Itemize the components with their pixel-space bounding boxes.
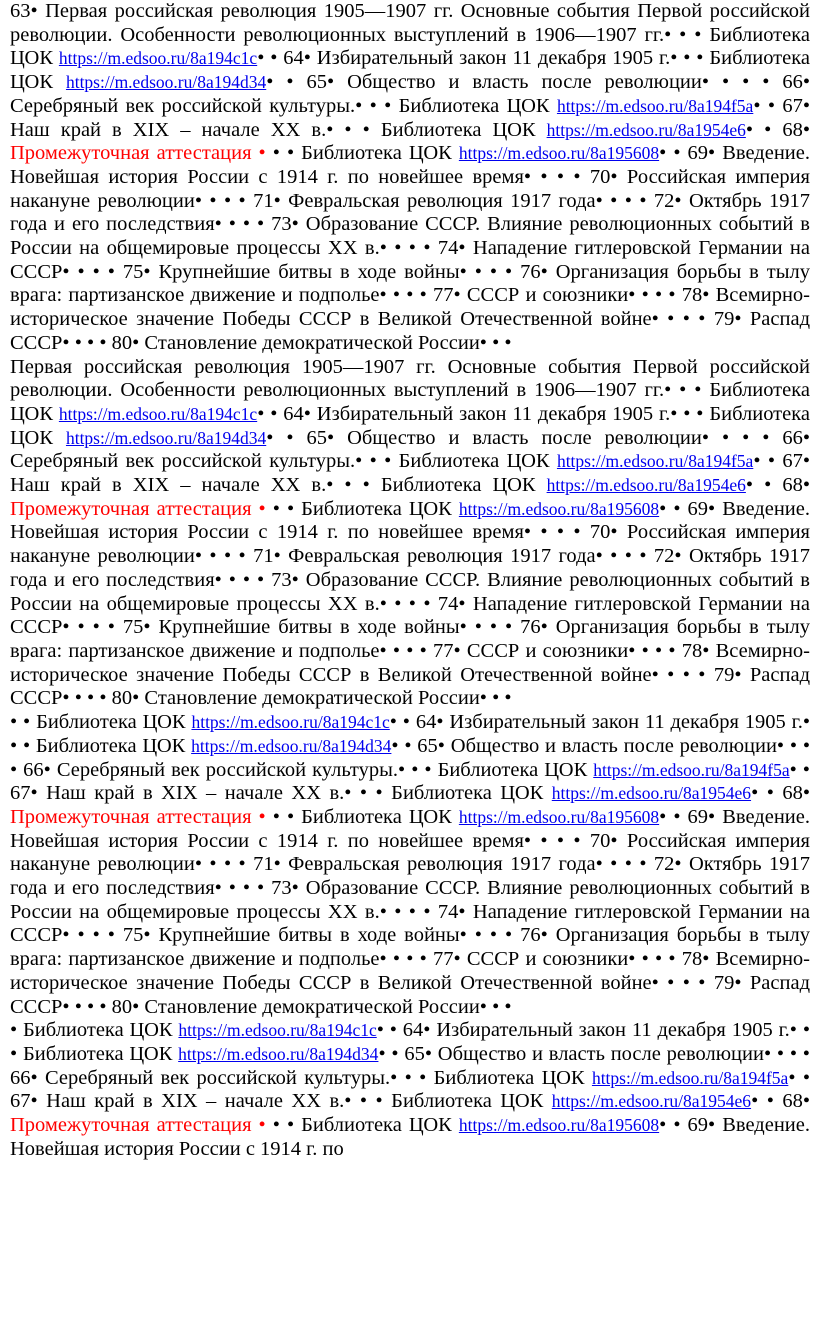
interim-assessment-label: Промежуточная аттестация • <box>10 497 266 520</box>
library-link[interactable]: https://m.edsoo.ru/8a195608 <box>458 806 660 827</box>
text-segment: • • Библиотека ЦОК <box>265 142 459 165</box>
text-segment: • • 64• Избирательный закон 11 декабря 1905 г.• • • Библиотека ЦОК <box>10 402 810 449</box>
text-block-2 <box>10 356 810 712</box>
library-link[interactable]: https://m.edsoo.ru/8a194c1c <box>58 403 258 424</box>
text-segment: • • 69• Введение. Новейшая история России с 1914 г. по <box>10 1114 810 1160</box>
text-segment: • • Библиотека ЦОК <box>265 497 459 520</box>
document-body <box>10 0 810 1161</box>
interim-assessment-label: Промежуточная аттестация • <box>10 805 266 828</box>
library-link[interactable]: https://m.edsoo.ru/8a194d34 <box>178 1043 379 1064</box>
text-segment: • • 68• <box>751 782 811 805</box>
text-segment: • • 69• Введение. Новейшая история России с 1914 г. по новейшее время• • • • 70• Российская империя накануне революции• • • • 71• Февральская революция 1917 года• • • • 72• Октябрь 1917 года и его последствия• • • • 73• Образование СССР. Влияние революционных событий в России на общемировые процессы XX в.• • • • 74• Нападение гитлеровской Германии на СССР• • • • 75• Крупнейшие битвы в ходе войны• • • • 76• Организация борьбы в тылу врага: партизанское движение и подполье• • • • 77• СССР и союзники• • • • 78• Всемирно-историческое значение Победы СССР в Великой Отечественной войне• • • • 79• Распад СССР• • • • 80• Становление демократической России• • • <box>10 805 810 1018</box>
interim-assessment-label: Промежуточная аттестация • <box>10 1114 266 1137</box>
library-link[interactable]: https://m.edsoo.ru/8a194d34 <box>65 72 267 93</box>
text-segment: • • 64• Избирательный закон 11 декабря 1905 г.• • • Библиотека ЦОК <box>10 47 810 94</box>
library-link[interactable]: https://m.edsoo.ru/8a194c1c <box>191 712 390 733</box>
text-segment: • • 69• Введение. Новейшая история России с 1914 г. по новейшее время• • • • 70• Российская империя накануне революции• • • • 71• Февральская революция 1917 года• • • • 72• Октябрь 1917 года и его последствия• • • • 73• Образование СССР. Влияние революционных событий в России на общемировые процессы XX в.• • • • 74• Нападение гитлеровской Германии на СССР• • • • 75• Крупнейшие битвы в ходе войны• • • • 76• Организация борьбы в тылу врага: партизанское движение и подполье• • • • 77• СССР и союзники• • • • 78• Всемирно-историческое значение Победы СССР в Великой Отечественной войне• • • • 79• Распад СССР• • • • 80• Становление демократической России• • • <box>10 142 810 354</box>
text-segment: • • 68• <box>745 474 811 497</box>
library-link[interactable]: https://m.edsoo.ru/8a194f5a <box>591 1067 789 1088</box>
text-block-4 <box>10 1019 810 1161</box>
library-link[interactable]: https://m.edsoo.ru/8a1954e6 <box>551 783 752 804</box>
text-segment: • • 64• Избирательный закон 11 декабря 1905 г.• • • Библиотека ЦОК <box>10 711 810 757</box>
library-link[interactable]: https://m.edsoo.ru/8a1954e6 <box>551 1091 752 1112</box>
library-link[interactable]: https://m.edsoo.ru/8a1954e6 <box>546 475 746 496</box>
text-segment: • • Библиотека ЦОК <box>265 1114 459 1137</box>
text-segment: • • 65• Общество и власть после революции• • • • 66• Серебряный век российской культуры.• • • Библиотека ЦОК <box>10 1042 810 1089</box>
text-segment: • Первая российская революция 1905—1907 гг. Основные события Первой российской революции. Особенности революционных выступлений в 1906—1907 гг.• • • Библиотека ЦОК <box>10 0 810 70</box>
library-link[interactable]: https://m.edsoo.ru/8a194c1c <box>178 1020 377 1041</box>
text-segment: • • 67• Наш край в XIX – начале XX в.• • • Библиотека ЦОК <box>10 1066 810 1113</box>
text-segment: • • 65• Общество и власть после революции• • • • 66• Серебряный век российской культуры.• • • Библиотека ЦОК <box>10 426 810 473</box>
text-segment: • • 67• Наш край в XIX – начале XX в.• • • Библиотека ЦОК <box>10 94 811 141</box>
library-link[interactable]: https://m.edsoo.ru/8a194d34 <box>191 735 392 756</box>
text-segment: • • 64• Избирательный закон 11 декабря 1905 г.• • • Библиотека ЦОК <box>10 1019 810 1065</box>
text-segment: • • 67• Наш край в XIX – начале XX в.• • • Библиотека ЦОК <box>10 758 810 805</box>
text-segment: • • 67• Наш край в XIX – начале XX в.• • • Библиотека ЦОК <box>10 450 811 497</box>
library-link[interactable]: https://m.edsoo.ru/8a194c1c <box>58 48 258 69</box>
library-link[interactable]: https://m.edsoo.ru/8a194d34 <box>65 427 267 448</box>
text-segment: • • 65• Общество и власть после революции• • • • 66• Серебряный век российской культуры.• • • Библиотека ЦОК <box>10 734 811 781</box>
library-link[interactable]: https://m.edsoo.ru/8a195608 <box>458 143 660 164</box>
text-segment: Первая российская революция 1905—1907 гг. Основные события Первой российской революции. Особенности революционных выступлений в 1906—1907 гг.• • • Библиотека ЦОК <box>10 355 810 425</box>
text-segment: • • 65• Общество и власть после революции• • • • 66• Серебряный век российской культуры.• • • Библиотека ЦОК <box>10 71 810 117</box>
text-segment: • • Библиотека ЦОК <box>10 711 192 734</box>
library-link[interactable]: https://m.edsoo.ru/8a195608 <box>458 498 660 519</box>
library-link[interactable]: https://m.edsoo.ru/8a194f5a <box>556 95 754 116</box>
library-link[interactable]: https://m.edsoo.ru/8a1954e6 <box>546 119 746 140</box>
text-segment: • Библиотека ЦОК <box>10 1019 179 1042</box>
library-link[interactable]: https://m.edsoo.ru/8a195608 <box>458 1115 660 1136</box>
interim-assessment-label: Промежуточная аттестация • <box>10 142 266 165</box>
library-link[interactable]: https://m.edsoo.ru/8a194f5a <box>593 759 790 780</box>
text-segment: • • 69• Введение. Новейшая история России с 1914 г. по новейшее время• • • • 70• Российская империя накануне революции• • • • 71• Февральская революция 1917 года• • • • 72• Октябрь 1917 года и его последствия• • • • 73• Образование СССР. Влияние революционных событий в России на общемировые процессы XX в.• • • • 74• Нападение гитлеровской Германии на СССР• • • • 75• Крупнейшие битвы в ходе войны• • • • 76• Организация борьбы в тылу врага: партизанское движение и подполье• • • • 77• СССР и союзники• • • • 78• Всемирно-историческое значение Победы СССР в Великой Отечественной войне• • • • 79• Распад СССР• • • • 80• Становление демократической России• • • <box>10 497 810 710</box>
text-block-3 <box>10 711 810 1019</box>
library-link[interactable]: https://m.edsoo.ru/8a194f5a <box>556 451 754 472</box>
text-segment: • • 68• <box>745 118 811 141</box>
text-block-1 <box>10 0 810 356</box>
text-segment: • • 68• <box>751 1090 811 1113</box>
text-segment: 63 <box>10 0 31 22</box>
text-segment: • • Библиотека ЦОК <box>265 805 459 828</box>
